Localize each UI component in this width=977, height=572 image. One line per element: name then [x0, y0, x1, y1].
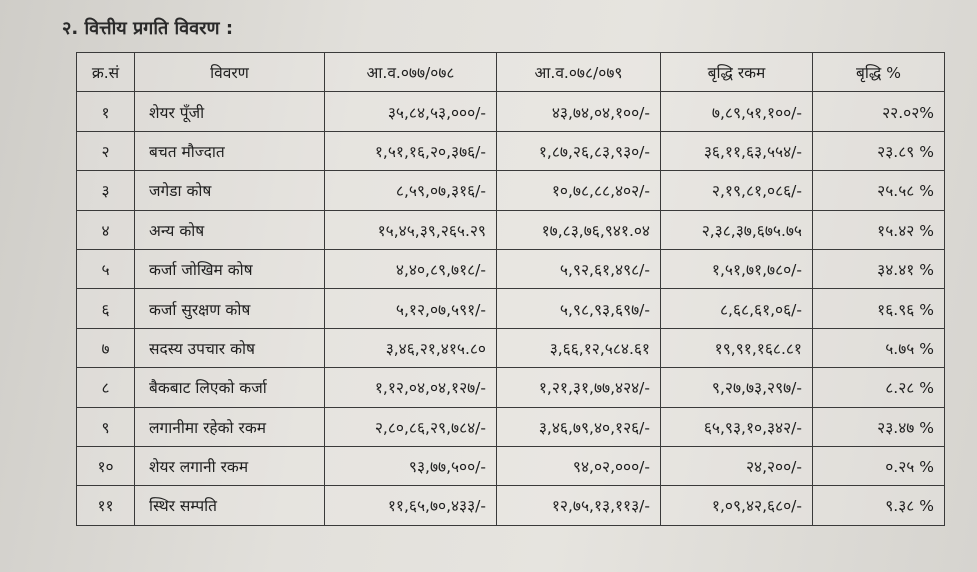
header-fy-078-079: आ.व.०७८/०७९: [497, 53, 661, 92]
cell-growth-amount: ८,६८,६१,०६/-: [661, 289, 813, 328]
table-row: [77, 171, 945, 210]
cell-fy-078-079: ३,४६,७९,४०,१२६/-: [497, 407, 661, 446]
cell-growth-amount: १,०९,४२,६८०/-: [661, 486, 813, 525]
cell-fy-078-079: १,८७,२६,८३,९३०/-: [497, 131, 661, 170]
cell-growth-percent: ८.२८ %: [813, 368, 945, 407]
cell-serial: १०: [77, 446, 135, 485]
cell-serial: ५: [77, 249, 135, 288]
table-row: [77, 249, 945, 288]
cell-fy-078-079: ३,६६,१२,५८४.६१: [497, 328, 661, 367]
cell-growth-percent: ९.३८ %: [813, 486, 945, 525]
cell-serial: ४: [77, 210, 135, 249]
cell-description: कर्जा जोखिम कोष: [135, 249, 325, 288]
cell-fy-077-078: १,५१,१६,२०,३७६/-: [325, 131, 497, 170]
cell-description: बचत मौज्दात: [135, 131, 325, 170]
cell-fy-077-078: ११,६५,७०,४३३/-: [325, 486, 497, 525]
cell-fy-077-078: ४,४०,८९,७१८/-: [325, 249, 497, 288]
cell-fy-077-078: ५,१२,०७,५९१/-: [325, 289, 497, 328]
cell-fy-077-078: १,१२,०४,०४,१२७/-: [325, 368, 497, 407]
cell-fy-078-079: १७,८३,७६,९४१.०४: [497, 210, 661, 249]
cell-fy-078-079: ९४,०२,०००/-: [497, 446, 661, 485]
cell-fy-078-079: १०,७८,८८,४०२/-: [497, 171, 661, 210]
table-row: [77, 210, 945, 249]
cell-serial: ३: [77, 171, 135, 210]
header-fy-077-078: आ.व.०७७/०७८: [325, 53, 497, 92]
cell-serial: १: [77, 92, 135, 131]
cell-description: कर्जा सुरक्षण कोष: [135, 289, 325, 328]
table-row: [77, 407, 945, 446]
cell-description: सदस्य उपचार कोष: [135, 328, 325, 367]
cell-serial: ६: [77, 289, 135, 328]
cell-fy-077-078: ३,४६,२१,४१५.८०: [325, 328, 497, 367]
table-header-row: [77, 53, 945, 92]
cell-growth-amount: १,५१,७१,७८०/-: [661, 249, 813, 288]
cell-description: बैकबाट लिएको कर्जा: [135, 368, 325, 407]
cell-growth-percent: ३४.४१ %: [813, 249, 945, 288]
financial-progress-table: [76, 52, 945, 526]
cell-fy-077-078: २,८०,८६,२९,७८४/-: [325, 407, 497, 446]
table-row: [77, 92, 945, 131]
cell-fy-078-079: १,२१,३१,७७,४२४/-: [497, 368, 661, 407]
cell-description: अन्य कोष: [135, 210, 325, 249]
cell-growth-percent: १६.९६ %: [813, 289, 945, 328]
header-growth-percent: बृद्धि %: [813, 53, 945, 92]
cell-growth-percent: २२.०२%: [813, 92, 945, 131]
cell-growth-percent: ०.२५ %: [813, 446, 945, 485]
cell-fy-077-078: ९३,७७,५००/-: [325, 446, 497, 485]
header-growth-amount: बृद्धि रकम: [661, 53, 813, 92]
cell-growth-amount: ३६,११,६३,५५४/-: [661, 131, 813, 170]
cell-serial: ९: [77, 407, 135, 446]
table-row: [77, 446, 945, 485]
cell-growth-percent: ५.७५ %: [813, 328, 945, 367]
cell-growth-amount: २,३८,३७,६७५.७५: [661, 210, 813, 249]
cell-growth-percent: २५.५८ %: [813, 171, 945, 210]
cell-growth-amount: ९,२७,७३,२९७/-: [661, 368, 813, 407]
cell-description: स्थिर सम्पति: [135, 486, 325, 525]
cell-growth-percent: २३.८९ %: [813, 131, 945, 170]
header-serial: क्र.सं: [77, 53, 135, 92]
cell-fy-077-078: १५,४५,३९,२६५.२९: [325, 210, 497, 249]
table-row: [77, 328, 945, 367]
header-description: विवरण: [135, 53, 325, 92]
cell-growth-amount: १९,९१,१६८.८१: [661, 328, 813, 367]
cell-growth-percent: २३.४७ %: [813, 407, 945, 446]
cell-serial: २: [77, 131, 135, 170]
cell-description: शेयर पूँजी: [135, 92, 325, 131]
cell-fy-078-079: ४३,७४,०४,१००/-: [497, 92, 661, 131]
cell-fy-078-079: ५,९२,६१,४९८/-: [497, 249, 661, 288]
cell-growth-amount: ७,८९,५१,१००/-: [661, 92, 813, 131]
cell-growth-amount: २,१९,८१,०८६/-: [661, 171, 813, 210]
cell-fy-077-078: ८,५९,०७,३१६/-: [325, 171, 497, 210]
cell-growth-amount: २४,२००/-: [661, 446, 813, 485]
table-row: [77, 131, 945, 170]
cell-fy-078-079: १२,७५,१३,११३/-: [497, 486, 661, 525]
cell-growth-amount: ६५,९३,१०,३४२/-: [661, 407, 813, 446]
cell-fy-077-078: ३५,८४,५३,०००/-: [325, 92, 497, 131]
cell-serial: ११: [77, 486, 135, 525]
cell-serial: ८: [77, 368, 135, 407]
cell-growth-percent: १५.४२ %: [813, 210, 945, 249]
table-row: [77, 289, 945, 328]
cell-fy-078-079: ५,९८,९३,६९७/-: [497, 289, 661, 328]
cell-description: शेयर लगानी रकम: [135, 446, 325, 485]
cell-serial: ७: [77, 328, 135, 367]
section-heading: २. वित्तीय प्रगति विवरण :: [62, 18, 234, 39]
table-row: [77, 368, 945, 407]
cell-description: लगानीमा रहेको रकम: [135, 407, 325, 446]
cell-description: जगेडा कोष: [135, 171, 325, 210]
table-row: [77, 486, 945, 525]
